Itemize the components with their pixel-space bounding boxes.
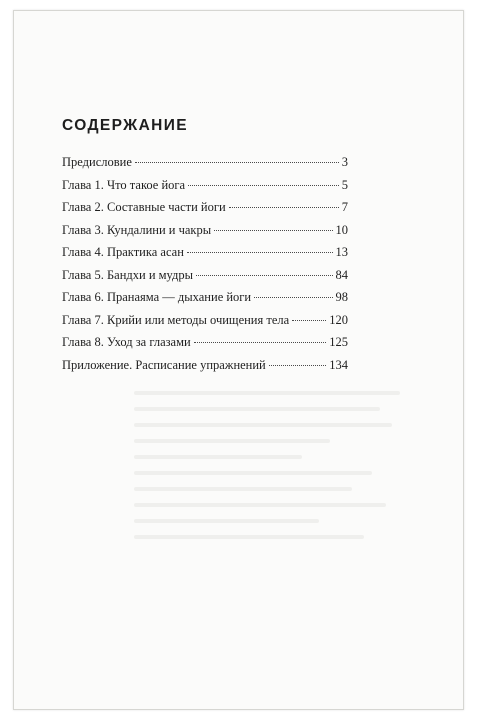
toc-entry-appendix[interactable] (62, 358, 348, 381)
toc-entry-chapter-3[interactable] (62, 223, 348, 246)
toc-entry-page: 13 (335, 245, 348, 259)
dot-leader (292, 320, 326, 321)
toc-entry-page: 10 (335, 222, 348, 237)
dot-leader (269, 365, 327, 366)
dot-leader (194, 342, 327, 343)
toc-entry-chapter-7[interactable] (62, 313, 348, 336)
toc-entry-page: 3 (341, 155, 348, 169)
toc-entry-chapter-8[interactable] (62, 335, 348, 358)
toc-entry-label: Глава 8. Уход за глазами (62, 335, 191, 349)
dot-leader (214, 230, 332, 231)
toc-entry-chapter-5[interactable] (62, 268, 348, 291)
toc-entry-page: 120 (329, 312, 348, 327)
toc-entry-chapter-6[interactable] (62, 290, 348, 313)
toc-entry-label: Глава 2. Составные части йоги (62, 200, 226, 214)
toc-entry-page: 7 (341, 200, 348, 214)
toc-entry-label: Глава 4. Практика асан (62, 245, 184, 259)
toc-heading: СОДЕРЖАНИЕ (62, 117, 189, 134)
toc-entry-label: Глава 5. Бандхи и мудры (62, 267, 194, 282)
dot-leader (196, 275, 332, 276)
toc-entry-page: 134 (329, 357, 348, 372)
toc-entry-page: 84 (335, 267, 348, 282)
dot-leader (135, 162, 339, 163)
toc-entry-label: Глава 3. Кундалини и чакры (62, 222, 212, 237)
toc-entry-page: 5 (341, 177, 348, 192)
toc-entry-chapter-1[interactable] (62, 178, 348, 201)
toc-entry-page: 125 (329, 335, 348, 349)
dot-leader (188, 185, 339, 186)
toc-entry-label: Глава 1. Что такое йога (62, 177, 186, 192)
dot-leader (187, 252, 333, 253)
toc-entry-label: Предисловие (62, 155, 132, 169)
toc-entry-chapter-2[interactable] (62, 200, 348, 223)
toc-entry-label: Глава 7. Крийи или методы очищения тела (62, 312, 290, 327)
show-through-lines (134, 391, 414, 551)
toc-entry-page: 98 (335, 290, 348, 304)
toc-entry-label: Глава 6. Пранаяма — дыхание йоги (62, 290, 252, 304)
dot-leader (254, 297, 332, 298)
toc-list (62, 155, 348, 380)
toc-entry-chapter-4[interactable] (62, 245, 348, 268)
toc-entry-preface[interactable] (62, 155, 348, 178)
toc-entry-label: Приложение. Расписание упражнений (62, 357, 266, 372)
dot-leader (229, 207, 339, 208)
